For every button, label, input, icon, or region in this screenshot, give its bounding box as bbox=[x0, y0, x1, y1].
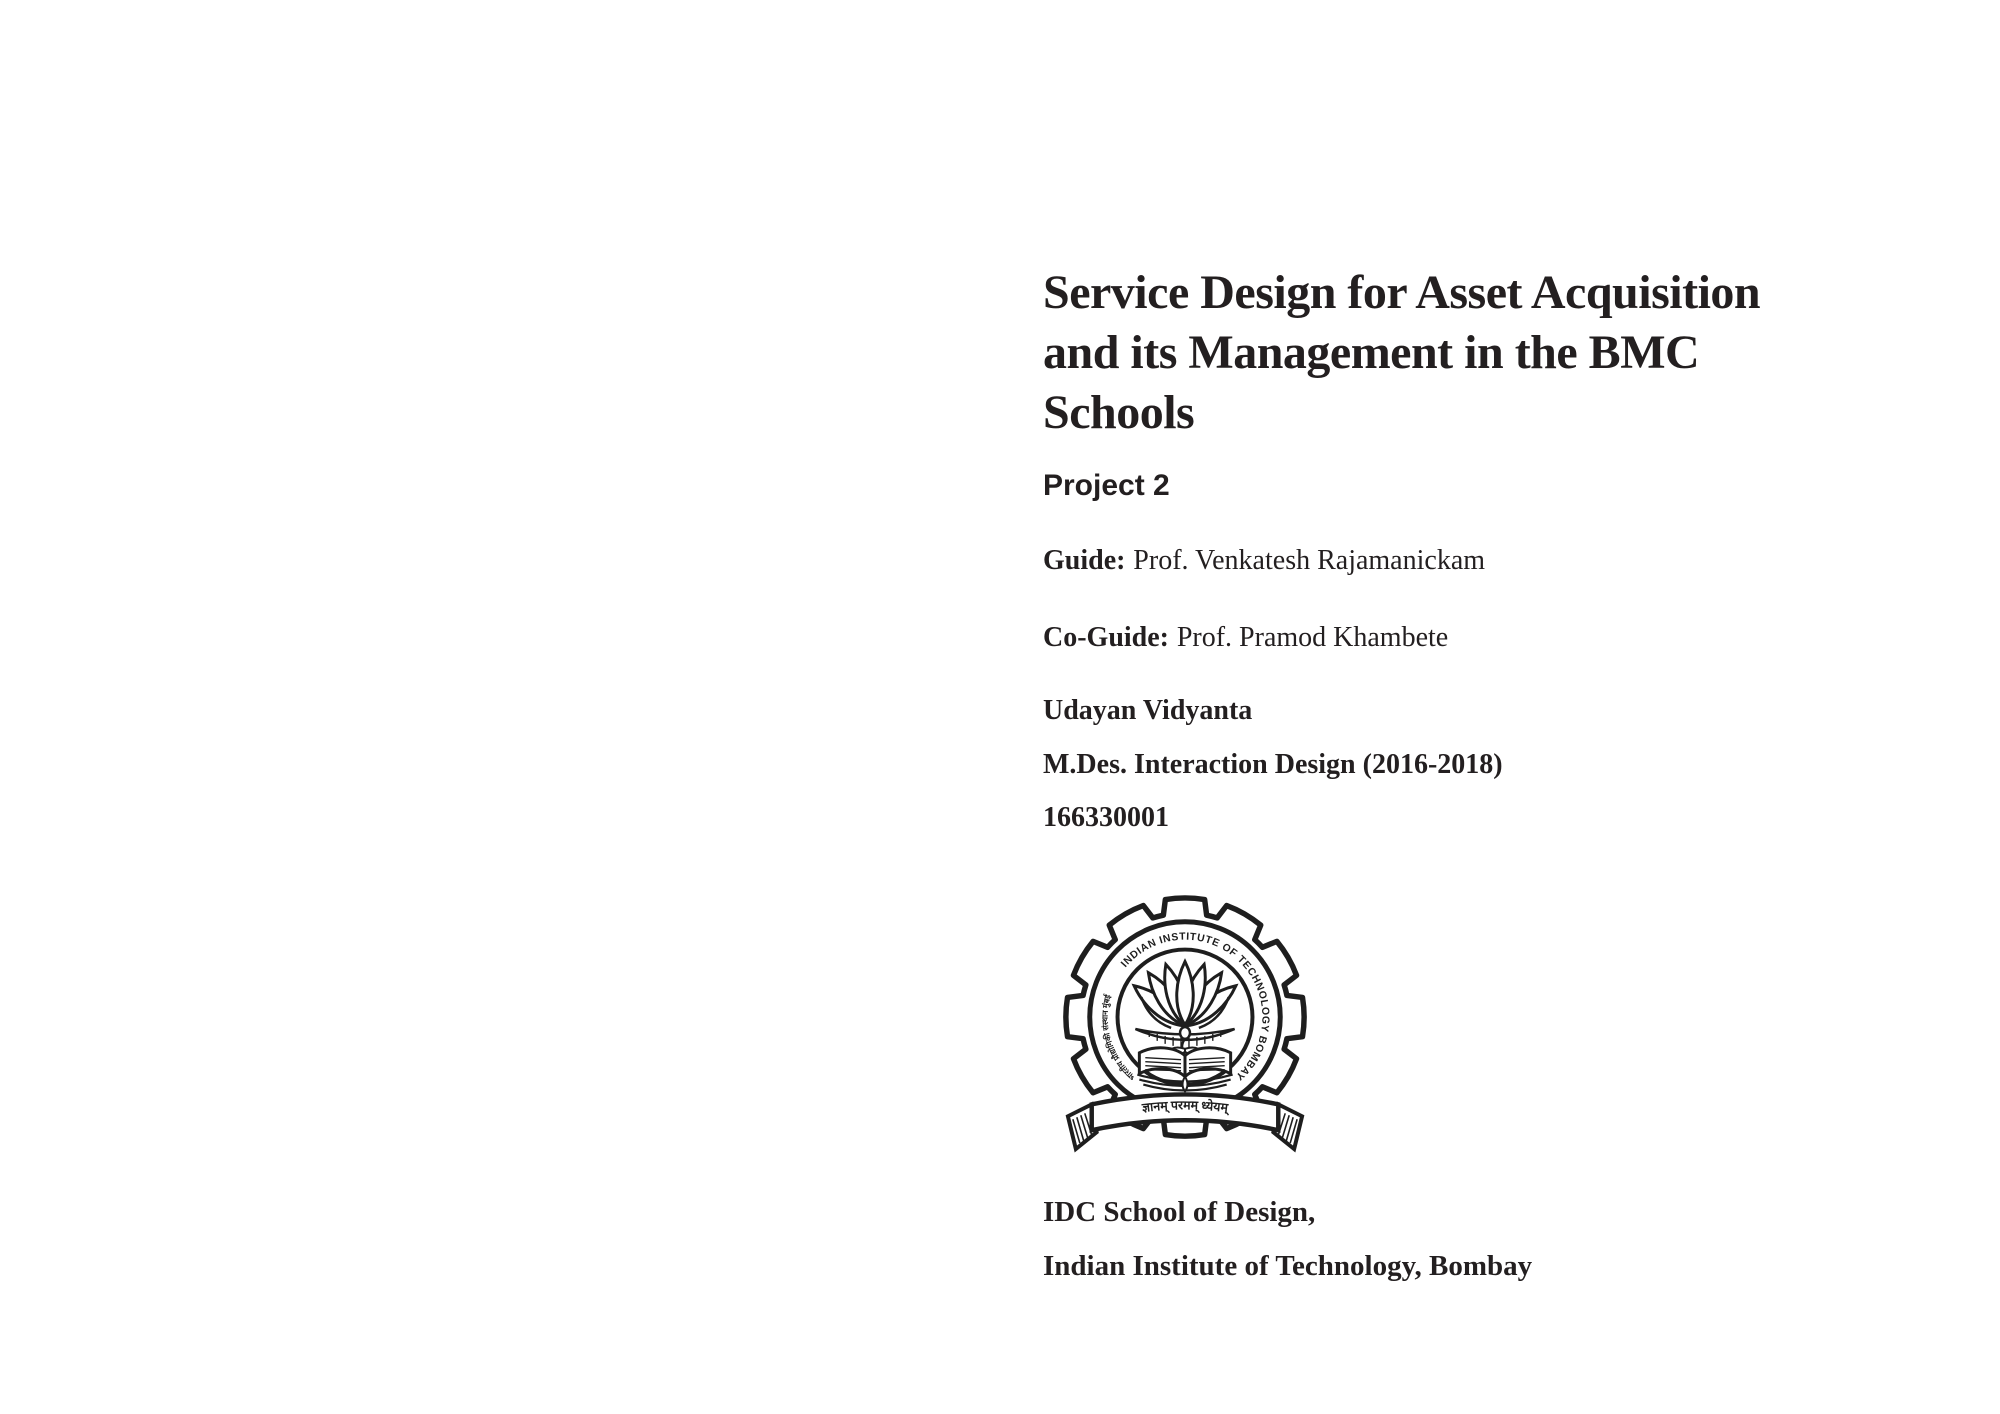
institute-name: Indian Institute of Technology, Bombay bbox=[1043, 1250, 1533, 1282]
guide-label: Guide: bbox=[1043, 545, 1126, 576]
guide-name: Prof. Venkatesh Rajamanickam bbox=[1133, 545, 1486, 576]
co-guide-name: Prof. Pramod Khambete bbox=[1176, 622, 1449, 653]
motto-text: ज्ञानम् परमम् ध्येयम् bbox=[1141, 1098, 1229, 1115]
institute-school: IDC School of Design, bbox=[1043, 1196, 1316, 1228]
ring-text-english: INDIAN INSTITUTE OF TECHNOLOGY BOMBAY bbox=[1119, 931, 1271, 1083]
page-title-line-1: Service Design for Asset Acquisition bbox=[1043, 266, 1761, 319]
guide-line bbox=[1043, 544, 1485, 578]
project-subtitle: Project 2 bbox=[1043, 469, 1170, 502]
author-program: M.Des. Interaction Design (2016-2018) bbox=[1043, 749, 1503, 780]
author-name: Udayan Vidyanta bbox=[1043, 695, 1253, 726]
ring-text-devanagari: भारतीय प्रौद्योगिकी संस्थान मुंबई bbox=[1100, 993, 1137, 1082]
page-title-line-3: Schools bbox=[1043, 386, 1195, 439]
co-guide-line bbox=[1043, 621, 1448, 655]
author-roll-number: 166330001 bbox=[1043, 802, 1169, 833]
iit-bombay-logo bbox=[1056, 893, 1314, 1155]
page-title-line-2: and its Management in the BMC bbox=[1043, 326, 1700, 379]
co-guide-label: Co-Guide: bbox=[1043, 622, 1169, 653]
page-title bbox=[1043, 263, 1760, 443]
iit-bombay-emblem-icon bbox=[1056, 893, 1314, 1155]
